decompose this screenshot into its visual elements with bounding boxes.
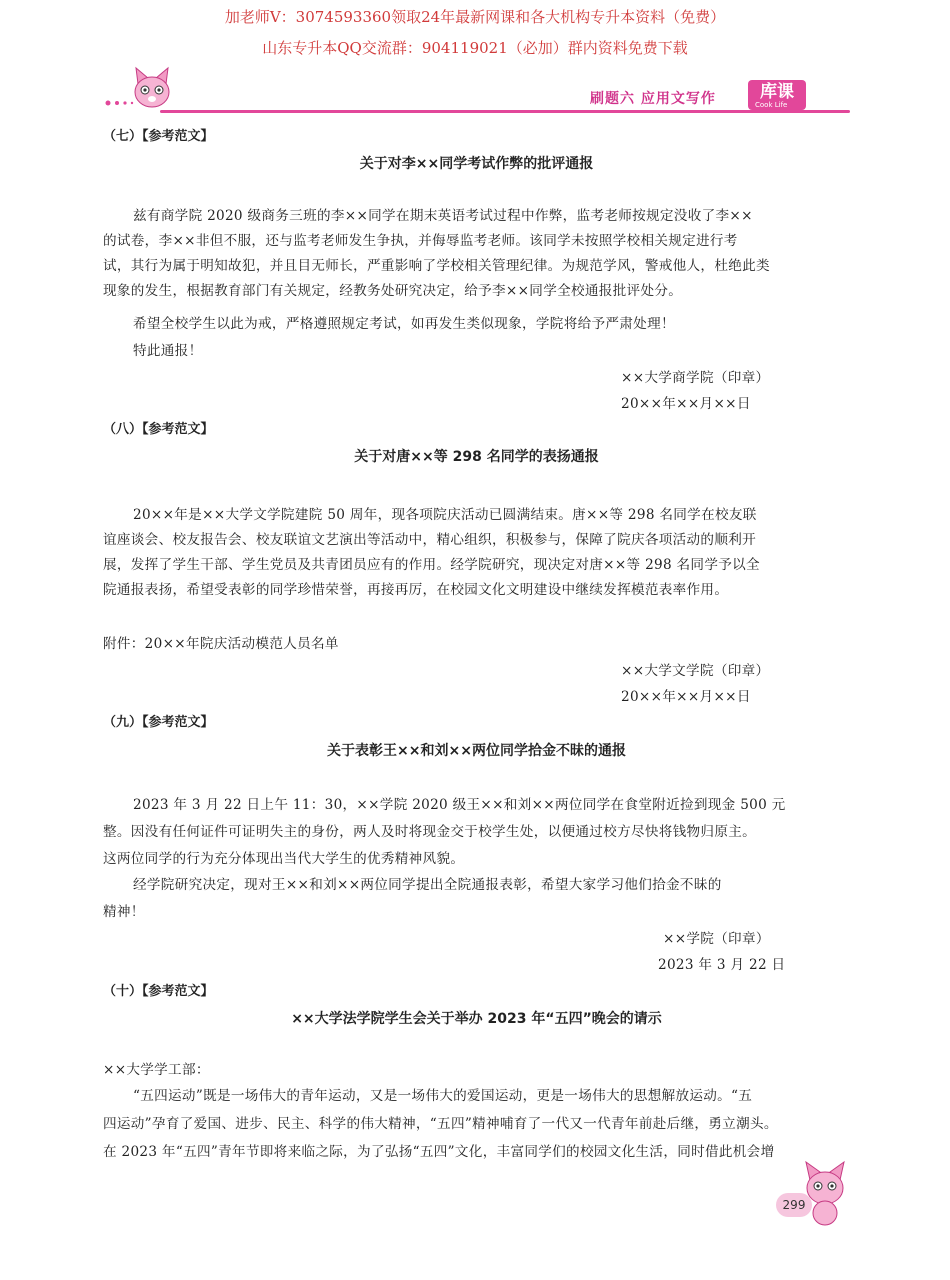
document-title: 关于对李××同学考试作弊的批评通报 <box>359 156 594 172</box>
paragraph-line: 试，其行为属于明知故犯，并且目无师长，严重影响了学校相关管理纪律。为规范学风，警戒他人，杜绝此类 <box>103 258 770 274</box>
paragraph-line: 精神！ <box>103 904 145 920</box>
paragraph-line: 经学院研究决定，现对王××和刘××两位同学提出全院通报表彰，希望大家学习他们拾金不昧的 <box>133 877 722 893</box>
section-heading: （七）【参考范文】 <box>103 129 214 144</box>
section-heading: （九）【参考范文】 <box>103 715 214 730</box>
paragraph-line: 20××年是××大学文学院建院 50 周年，现各项院庆活动已圆满结束。唐××等 298 名同学在校友联 <box>133 507 757 523</box>
promo-line-2: 山东专升本QQ交流群：904119021（必加）群内资料免费下载 <box>262 39 688 57</box>
date: 2023 年 3 月 22 日 <box>658 957 786 973</box>
paragraph-line: 兹有商学院 2020 级商务三班的李××同学在期末英语考试过程中作弊，监考老师按规定没收了李×× <box>133 208 753 224</box>
document-title: 关于表彰王××和刘××两位同学拾金不昧的通报 <box>327 743 626 759</box>
paragraph-line: “五四运动”既是一场伟大的青年运动，又是一场伟大的爱国运动，更是一场伟大的思想解放运动。“五 <box>133 1088 753 1104</box>
footer-mascot-icon <box>800 1158 850 1228</box>
date: 20××年××月××日 <box>621 689 751 705</box>
signer: ××大学文学院（印章） <box>621 663 770 679</box>
paragraph-line: 的试卷，李××非但不服，还与监考老师发生争执，并侮辱监考老师。该同学未按照学校相关规定进行考 <box>103 233 738 249</box>
section-title: 刷题六 应用文写作 <box>590 91 716 107</box>
paragraph-line: 2023 年 3 月 22 日上午 11：30，××学院 2020 级王××和刘××两位同学在食堂附近捡到现金 500 元 <box>133 797 786 813</box>
paragraph-line: 在 2023 年“五四”青年节即将来临之际，为了弘扬“五四”文化，丰富同学们的校园文化生活，同时借此机会增 <box>103 1144 775 1160</box>
paragraph-line: 这两位同学的行为充分体现出当代大学生的优秀精神风貌。 <box>103 851 465 867</box>
promo-line-1: 加老师V：3074593360领取24年最新网课和各大机构专升本资料（免费） <box>224 8 726 26</box>
document-title: ××大学法学院学生会关于举办 2023 年“五四”晚会的请示 <box>291 1011 662 1027</box>
paragraph-line: 谊座谈会、校友报告会、校友联谊文艺演出等活动中，精心组织，积极参与，保障了院庆各项活动的顺利开 <box>103 532 757 548</box>
addressee: ××大学学工部： <box>103 1062 210 1078</box>
paragraph-line: 院通报表扬，希望受表彰的同学珍惜荣誉，再接再厉，在校园文化文明建设中继续发挥模范表率作用。 <box>103 582 729 598</box>
signer: ××大学商学院（印章） <box>621 370 770 386</box>
page-number: 299 <box>776 1193 812 1217</box>
decorative-dots-icon <box>104 97 164 109</box>
brand-logo: 库课 <box>748 80 806 110</box>
section-heading: （八）【参考范文】 <box>103 422 214 437</box>
paragraph-line: 四运动”孕育了爱国、进步、民主、科学的伟大精神，“五四”精神哺育了一代又一代青年前赴后继，勇立潮头。 <box>103 1116 778 1132</box>
paragraph-line: 特此通报！ <box>133 343 203 359</box>
paragraph-line: 展，发挥了学生干部、学生党员及共青团员应有的作用。经学院研究，现决定对唐××等 298 名同学予以全 <box>103 557 760 573</box>
header-divider <box>160 110 850 113</box>
date: 20××年××月××日 <box>621 396 751 412</box>
paragraph-line: 整。因没有任何证件可证明失主的身份，两人及时将现金交于校学生处，以便通过校方尽快将钱物归原主。 <box>103 824 757 840</box>
document-title: 关于对唐××等 298 名同学的表扬通报 <box>354 449 599 465</box>
paragraph-line: 希望全校学生以此为戒，严格遵照规定考试，如再发生类似现象，学院将给予严肃处理！ <box>133 316 675 332</box>
section-heading: （十）【参考范文】 <box>103 984 214 999</box>
brand-subtitle: Cook Life <box>755 101 788 109</box>
paragraph-line: 现象的发生，根据教育部门有关规定，经教务处研究决定，给予李××同学全校通报批评处分。 <box>103 283 683 299</box>
attachment-note: 附件：20××年院庆活动模范人员名单 <box>103 636 339 652</box>
signer: ××学院（印章） <box>663 931 770 947</box>
